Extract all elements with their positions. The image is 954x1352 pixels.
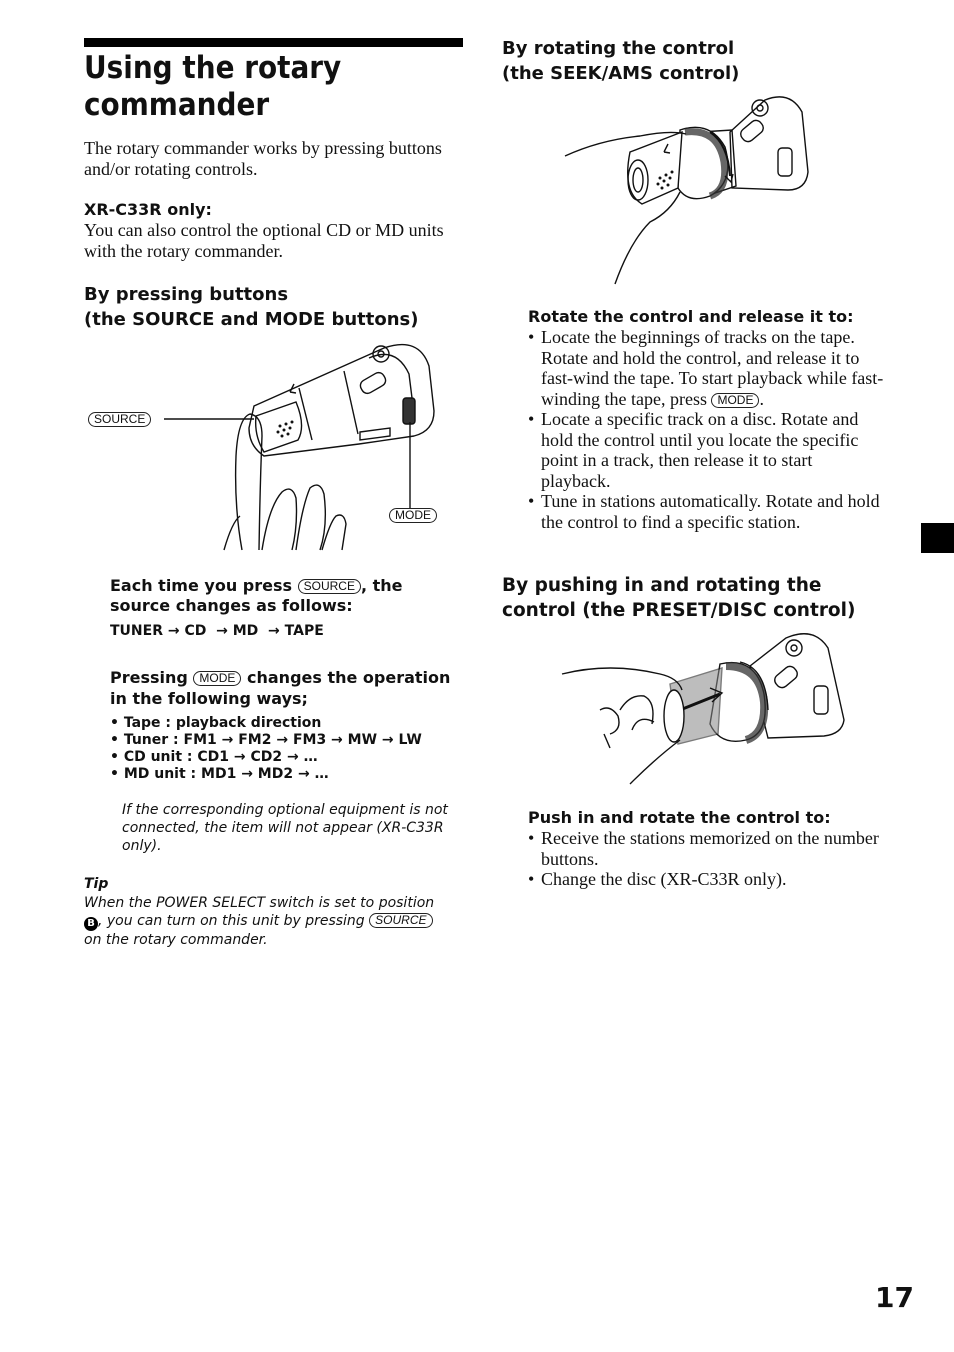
illustration-rotating-control — [560, 92, 820, 288]
illustration-label-mode: MODE — [389, 507, 437, 525]
source-button-ref: SOURCE — [369, 913, 432, 928]
pushing-heading: By pushing in and rotating the control (the PRESET/DISC control) — [502, 575, 856, 621]
rotate-list — [528, 327, 884, 532]
list-item: • Tape : playback direction — [110, 715, 322, 731]
rotating-heading: By rotating the control (the SEEK/AMS control) — [502, 38, 740, 84]
illustration-label-source: SOURCE — [88, 411, 151, 429]
list-item: • CD unit : CD1 → CD2 → … — [110, 749, 318, 765]
rotate-subheading: Rotate the control and release it to: — [528, 307, 854, 326]
note-text: If the corresponding optional equipment is not connected, the item will not appear (XR-C33R only). — [122, 802, 448, 854]
illustration-pushing-control — [560, 630, 850, 786]
mode-button-ref: MODE — [711, 393, 759, 408]
source-sequence: TUNER → CD → MD → TAPE — [110, 623, 324, 639]
mode-button-ref: MODE — [193, 671, 241, 686]
push-list — [528, 828, 884, 890]
page-title: Using the rotary commander — [84, 50, 342, 123]
tip-label: Tip — [84, 876, 109, 892]
push-subheading: Push in and rotate the control to: — [528, 808, 831, 827]
list-item: • Locate the beginnings of tracks on the tape. Rotate and hold the control, and release it to fast-wind the tape. To start playback while fast-winding the tape, press MODE . — [528, 327, 884, 409]
pressing-heading: By pressing buttons (the SOURCE and MODE buttons) — [84, 284, 419, 330]
list-item: • Receive the stations memorized on the number buttons. — [528, 828, 884, 869]
list-item: • MD unit : MD1 → MD2 → … — [110, 766, 329, 782]
page-number: 17 — [875, 1281, 914, 1314]
list-item: • Tune in stations automatically. Rotate and hold the control to find a specific station. — [528, 491, 884, 532]
list-item: • Change the disc (XR-C33R only). — [528, 869, 884, 890]
source-button-ref: SOURCE — [298, 579, 361, 594]
xr-heading: XR-C33R only: — [84, 200, 212, 219]
position-b-icon: B — [84, 917, 98, 931]
each-time-instruction: Each time you press SOURCE , the source changes as follows: — [110, 576, 403, 615]
mode-list — [110, 715, 422, 783]
title-rule — [84, 38, 463, 47]
list-item: • Tuner : FM1 → FM2 → FM3 → MW → LW — [110, 732, 422, 748]
mode-instruction: Pressing MODE changes the operation in the following ways; — [110, 668, 451, 708]
xr-paragraph: You can also control the optional CD or MD units with the rotary commander. — [84, 220, 444, 261]
tip-text: When the POWER SELECT switch is set to position B , you can turn on this unit by pressing SOURCE on the rotary commander. — [84, 895, 435, 948]
intro-paragraph: The rotary commander works by pressing buttons and/or rotating controls. — [84, 138, 442, 179]
section-thumb-tab — [921, 523, 954, 553]
list-item: • Locate a specific track on a disc. Rotate and hold the control until you locate the specific point in a track, then release it to start playback. — [528, 409, 884, 491]
